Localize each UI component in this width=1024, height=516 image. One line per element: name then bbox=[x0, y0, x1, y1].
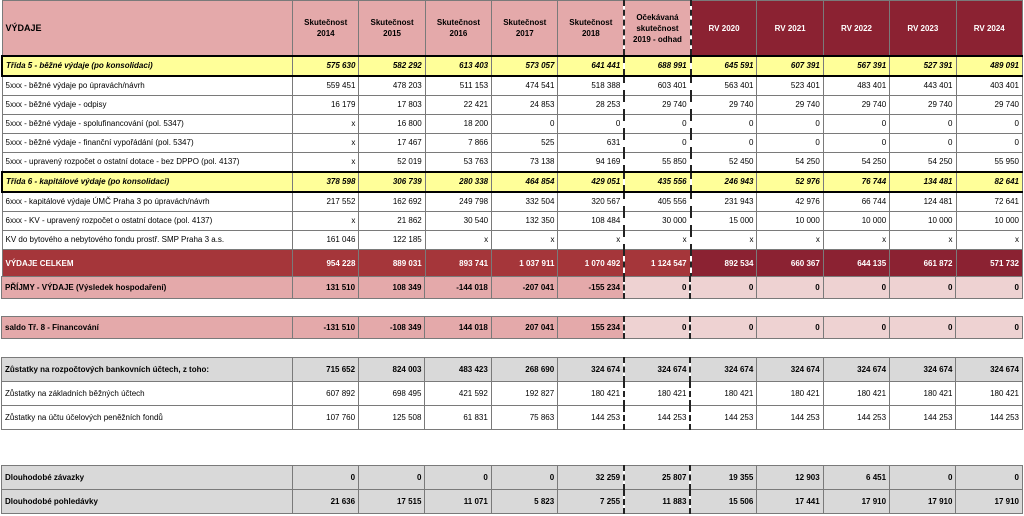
row-label: 5xxx - běžné výdaje - finanční vypořádání (pol. 5347) bbox=[2, 134, 293, 153]
table-cell: 573 057 bbox=[492, 56, 558, 76]
row-label: Třída 5 - běžné výdaje (po konsolidaci) bbox=[2, 56, 293, 76]
row-label: KV do bytového a nebytového fondu prostř. SMP Praha 3 a.s. bbox=[2, 231, 293, 250]
total-cell: 1 070 492 bbox=[558, 250, 624, 279]
table-cell: 52 976 bbox=[757, 172, 823, 192]
table-cell: 474 541 bbox=[492, 76, 558, 96]
table-cell: 429 051 bbox=[558, 172, 624, 192]
result-cell: 0 bbox=[956, 277, 1023, 299]
row-label: Dlouhodobé závazky bbox=[2, 466, 293, 490]
header-cell: Očekávaná skutečnost 2019 - odhad bbox=[624, 1, 690, 57]
row-label: Dlouhodobé pohledávky bbox=[2, 490, 293, 514]
saldo-cell: 0 bbox=[690, 317, 756, 339]
table-cell: 24 853 bbox=[492, 96, 558, 115]
table-cell: 73 138 bbox=[492, 153, 558, 173]
table-cell: 324 674 bbox=[624, 358, 690, 382]
table-cell: x bbox=[691, 231, 757, 250]
table-cell: 82 641 bbox=[956, 172, 1023, 192]
table-cell: 0 bbox=[890, 134, 956, 153]
table-cell: 0 bbox=[691, 115, 757, 134]
table-cell: 17 910 bbox=[956, 490, 1023, 514]
table-cell: 15 000 bbox=[691, 212, 757, 231]
result-cell: -207 041 bbox=[491, 277, 557, 299]
table-cell: 0 bbox=[558, 115, 624, 134]
table-cell: 30 540 bbox=[425, 212, 491, 231]
table-cell: 464 854 bbox=[492, 172, 558, 192]
table-cell: 17 467 bbox=[359, 134, 425, 153]
table-cell: 421 592 bbox=[425, 382, 491, 406]
table-cell: 518 388 bbox=[558, 76, 624, 96]
header-cell: Skutečnost 2014 bbox=[293, 1, 359, 57]
table-cell: 483 401 bbox=[823, 76, 889, 96]
table-cell: 324 674 bbox=[757, 358, 823, 382]
saldo-cell: 0 bbox=[956, 317, 1023, 339]
result-cell: 0 bbox=[624, 277, 690, 299]
table-cell: 180 421 bbox=[956, 382, 1023, 406]
table-cell: 324 674 bbox=[690, 358, 756, 382]
header-cell: RV 2024 bbox=[956, 1, 1023, 57]
table-row bbox=[2, 490, 1023, 514]
table-cell: 144 253 bbox=[690, 406, 756, 430]
table-cell: 715 652 bbox=[292, 358, 358, 382]
table-cell: 525 bbox=[492, 134, 558, 153]
table-cell: 645 591 bbox=[691, 56, 757, 76]
table-cell: 0 bbox=[823, 134, 889, 153]
table-cell: 378 598 bbox=[293, 172, 359, 192]
table-cell: 55 950 bbox=[956, 153, 1023, 173]
table-cell: 53 763 bbox=[425, 153, 491, 173]
table-cell: 332 504 bbox=[492, 192, 558, 212]
table-cell: 489 091 bbox=[956, 56, 1023, 76]
table-cell: 435 556 bbox=[624, 172, 690, 192]
table-cell: 698 495 bbox=[359, 382, 425, 406]
table-cell: 17 441 bbox=[757, 490, 823, 514]
table-cell: 607 391 bbox=[757, 56, 823, 76]
row-label: Třída 6 - kapitálové výdaje (po konsolidaci) bbox=[2, 172, 293, 192]
table-row bbox=[2, 172, 1023, 192]
table-cell: 246 943 bbox=[691, 172, 757, 192]
long-term-table bbox=[1, 465, 1023, 514]
table-cell: 180 421 bbox=[823, 382, 889, 406]
saldo-cell: 0 bbox=[823, 317, 889, 339]
table-cell: 320 567 bbox=[558, 192, 624, 212]
total-cell: 571 732 bbox=[956, 250, 1023, 279]
table-cell: 10 000 bbox=[823, 212, 889, 231]
table-cell: 28 253 bbox=[558, 96, 624, 115]
table-cell: 54 250 bbox=[757, 153, 823, 173]
total-cell: 892 534 bbox=[691, 250, 757, 279]
table-cell: 17 910 bbox=[823, 490, 889, 514]
saldo-cell: 0 bbox=[624, 317, 690, 339]
table-cell: 0 bbox=[292, 466, 358, 490]
total-cell: 644 135 bbox=[823, 250, 889, 279]
table-cell: 824 003 bbox=[359, 358, 425, 382]
result-table bbox=[1, 276, 1023, 299]
table-cell: 144 253 bbox=[624, 406, 690, 430]
result-cell: 0 bbox=[757, 277, 823, 299]
table-cell: 134 481 bbox=[890, 172, 956, 192]
saldo-label: saldo Tř. 8 - Financování bbox=[2, 317, 293, 339]
total-cell: 661 872 bbox=[890, 250, 956, 279]
table-cell: x bbox=[757, 231, 823, 250]
total-row bbox=[2, 250, 1023, 279]
table-cell: 0 bbox=[624, 115, 690, 134]
table-cell: 631 bbox=[558, 134, 624, 153]
table-cell: 6 451 bbox=[823, 466, 889, 490]
table-cell: 180 421 bbox=[690, 382, 756, 406]
table-row bbox=[2, 212, 1023, 231]
table-cell: 32 259 bbox=[558, 466, 624, 490]
header-cell: RV 2022 bbox=[823, 1, 889, 57]
table-cell: 18 200 bbox=[425, 115, 491, 134]
result-cell: 0 bbox=[890, 277, 956, 299]
table-cell: 0 bbox=[956, 466, 1023, 490]
table-cell: 132 350 bbox=[492, 212, 558, 231]
result-cell: -155 234 bbox=[558, 277, 624, 299]
saldo-block bbox=[1, 316, 1023, 339]
table-row bbox=[2, 153, 1023, 173]
header-cell: RV 2020 bbox=[691, 1, 757, 57]
balances-rows bbox=[2, 358, 1023, 430]
table-cell: 12 903 bbox=[757, 466, 823, 490]
table-cell: x bbox=[293, 153, 359, 173]
table-cell: 575 630 bbox=[293, 56, 359, 76]
table-cell: 478 203 bbox=[359, 76, 425, 96]
table-cell: 66 744 bbox=[823, 192, 889, 212]
table-cell: 180 421 bbox=[624, 382, 690, 406]
table-cell: x bbox=[823, 231, 889, 250]
saldo-cell: 0 bbox=[757, 317, 823, 339]
table-row bbox=[2, 134, 1023, 153]
table-cell: 7 866 bbox=[425, 134, 491, 153]
table-cell: x bbox=[890, 231, 956, 250]
table-cell: 523 401 bbox=[757, 76, 823, 96]
table-cell: 21 636 bbox=[292, 490, 358, 514]
table-cell: 180 421 bbox=[558, 382, 624, 406]
row-label: 5xxx - upravený rozpočet o ostatní dotace - bez DPPO (pol. 4137) bbox=[2, 153, 293, 173]
table-cell: 403 401 bbox=[956, 76, 1023, 96]
table-cell: 7 255 bbox=[558, 490, 624, 514]
table-cell: 25 807 bbox=[624, 466, 690, 490]
table-cell: 144 253 bbox=[956, 406, 1023, 430]
table-row bbox=[2, 382, 1023, 406]
total-cell: 954 228 bbox=[293, 250, 359, 279]
row-label: Zůstatky na rozpočtových bankovních účtech, z toho: bbox=[2, 358, 293, 382]
header-cell: Skutečnost 2015 bbox=[359, 1, 425, 57]
table-cell: x bbox=[492, 231, 558, 250]
row-label: 5xxx - běžné výdaje po úpravách/návrh bbox=[2, 76, 293, 96]
table-cell: 21 862 bbox=[359, 212, 425, 231]
table-cell: 94 169 bbox=[558, 153, 624, 173]
table-cell: 11 071 bbox=[425, 490, 491, 514]
table-cell: 0 bbox=[492, 115, 558, 134]
header-row bbox=[2, 1, 1023, 57]
table-cell: 324 674 bbox=[890, 358, 956, 382]
balances-block bbox=[1, 357, 1023, 430]
table-cell: 249 798 bbox=[425, 192, 491, 212]
saldo-cell: -131 510 bbox=[292, 317, 358, 339]
table-cell: 162 692 bbox=[359, 192, 425, 212]
header-cell: Skutečnost 2017 bbox=[492, 1, 558, 57]
table-cell: 0 bbox=[425, 466, 491, 490]
table-cell: 29 740 bbox=[757, 96, 823, 115]
expenditure-table-block bbox=[1, 0, 1023, 279]
total-label: VÝDAJE CELKEM bbox=[2, 250, 293, 279]
result-block bbox=[1, 276, 1023, 299]
table-cell: 61 831 bbox=[425, 406, 491, 430]
table-cell: 72 641 bbox=[956, 192, 1023, 212]
table-cell: 54 250 bbox=[890, 153, 956, 173]
saldo-cell: -108 349 bbox=[359, 317, 425, 339]
table-cell: 0 bbox=[757, 115, 823, 134]
table-cell: 306 739 bbox=[359, 172, 425, 192]
table-cell: 582 292 bbox=[359, 56, 425, 76]
table-cell: 29 740 bbox=[691, 96, 757, 115]
table-cell: 563 401 bbox=[691, 76, 757, 96]
table-row bbox=[2, 96, 1023, 115]
table-row bbox=[2, 115, 1023, 134]
table-cell: x bbox=[558, 231, 624, 250]
table-cell: 483 423 bbox=[425, 358, 491, 382]
table-cell: 144 253 bbox=[757, 406, 823, 430]
table-cell: 0 bbox=[956, 115, 1023, 134]
header-cell: Skutečnost 2016 bbox=[425, 1, 491, 57]
main-rows bbox=[2, 56, 1023, 250]
table-cell: 192 827 bbox=[491, 382, 557, 406]
table-cell: 567 391 bbox=[823, 56, 889, 76]
table-cell: 603 401 bbox=[624, 76, 690, 96]
result-cell: 108 349 bbox=[359, 277, 425, 299]
table-cell: 180 421 bbox=[890, 382, 956, 406]
table-cell: x bbox=[624, 231, 690, 250]
table-cell: 607 892 bbox=[292, 382, 358, 406]
table-cell: 324 674 bbox=[558, 358, 624, 382]
table-cell: 76 744 bbox=[823, 172, 889, 192]
table-cell: 15 506 bbox=[690, 490, 756, 514]
table-cell: 0 bbox=[691, 134, 757, 153]
table-cell: 19 355 bbox=[690, 466, 756, 490]
table-cell: 0 bbox=[956, 134, 1023, 153]
table-row bbox=[2, 192, 1023, 212]
table-cell: 52 019 bbox=[359, 153, 425, 173]
total-cell: 1 124 547 bbox=[624, 250, 690, 279]
table-cell: 10 000 bbox=[890, 212, 956, 231]
row-label: 5xxx - běžné výdaje - spolufinancování (pol. 5347) bbox=[2, 115, 293, 134]
table-cell: 17 515 bbox=[359, 490, 425, 514]
total-cell: 660 367 bbox=[757, 250, 823, 279]
table-cell: 30 000 bbox=[624, 212, 690, 231]
result-label: PŘÍJMY - VÝDAJE (Výsledek hospodaření) bbox=[2, 277, 293, 299]
table-row bbox=[2, 231, 1023, 250]
header-cell: VÝDAJE bbox=[2, 1, 293, 57]
table-cell: x bbox=[293, 115, 359, 134]
row-label: Zůstatky na základních běžných účtech bbox=[2, 382, 293, 406]
balances-table bbox=[1, 357, 1023, 430]
table-row bbox=[2, 76, 1023, 96]
table-cell: x bbox=[293, 134, 359, 153]
saldo-cell: 207 041 bbox=[491, 317, 557, 339]
table-cell: x bbox=[293, 212, 359, 231]
total-cell: 1 037 911 bbox=[492, 250, 558, 279]
table-cell: 511 153 bbox=[425, 76, 491, 96]
table-cell: 613 403 bbox=[425, 56, 491, 76]
table-cell: 16 179 bbox=[293, 96, 359, 115]
table-cell: 161 046 bbox=[293, 231, 359, 250]
table-cell: 124 481 bbox=[890, 192, 956, 212]
table-cell: 0 bbox=[823, 115, 889, 134]
table-cell: 54 250 bbox=[823, 153, 889, 173]
table-cell: 16 800 bbox=[359, 115, 425, 134]
result-cell: 0 bbox=[823, 277, 889, 299]
total-cell: 893 741 bbox=[425, 250, 491, 279]
saldo-cell: 0 bbox=[890, 317, 956, 339]
table-cell: 42 976 bbox=[757, 192, 823, 212]
table-cell: 108 484 bbox=[558, 212, 624, 231]
table-cell: 125 508 bbox=[359, 406, 425, 430]
result-cell: 0 bbox=[690, 277, 756, 299]
table-cell: 11 883 bbox=[624, 490, 690, 514]
header-cell: RV 2021 bbox=[757, 1, 823, 57]
table-cell: 52 450 bbox=[691, 153, 757, 173]
header-cell: Skutečnost 2018 bbox=[558, 1, 624, 57]
table-cell: 107 760 bbox=[292, 406, 358, 430]
long-term-block bbox=[1, 465, 1023, 514]
table-cell: 217 552 bbox=[293, 192, 359, 212]
long-term-rows bbox=[2, 466, 1023, 514]
table-cell: 559 451 bbox=[293, 76, 359, 96]
table-cell: 280 338 bbox=[425, 172, 491, 192]
saldo-cell: 144 018 bbox=[425, 317, 491, 339]
table-cell: 144 253 bbox=[890, 406, 956, 430]
row-label: 5xxx - běžné výdaje - odpisy bbox=[2, 96, 293, 115]
table-cell: 5 823 bbox=[491, 490, 557, 514]
table-cell: 10 000 bbox=[956, 212, 1023, 231]
table-cell: 405 556 bbox=[624, 192, 690, 212]
table-cell: 55 850 bbox=[624, 153, 690, 173]
saldo-row bbox=[2, 317, 1023, 339]
row-label: Zůstatky na účtu účelových peněžních fondů bbox=[2, 406, 293, 430]
table-cell: x bbox=[425, 231, 491, 250]
table-cell: 144 253 bbox=[558, 406, 624, 430]
result-cell: -144 018 bbox=[425, 277, 491, 299]
table-cell: 268 690 bbox=[491, 358, 557, 382]
table-cell: 0 bbox=[890, 466, 956, 490]
table-cell: 17 803 bbox=[359, 96, 425, 115]
result-row bbox=[2, 277, 1023, 299]
table-cell: 527 391 bbox=[890, 56, 956, 76]
table-row bbox=[2, 358, 1023, 382]
table-cell: 0 bbox=[890, 115, 956, 134]
table-cell: 29 740 bbox=[890, 96, 956, 115]
expenditure-table bbox=[1, 0, 1023, 279]
table-cell: 0 bbox=[491, 466, 557, 490]
table-cell: 641 441 bbox=[558, 56, 624, 76]
total-cell: 889 031 bbox=[359, 250, 425, 279]
row-label: 6xxx - kapitálové výdaje ÚMČ Praha 3 po úpravách/návrh bbox=[2, 192, 293, 212]
saldo-cell: 155 234 bbox=[558, 317, 624, 339]
table-cell: 180 421 bbox=[757, 382, 823, 406]
table-cell: 324 674 bbox=[956, 358, 1023, 382]
table-cell: 22 421 bbox=[425, 96, 491, 115]
table-cell: 75 863 bbox=[491, 406, 557, 430]
table-cell: 122 185 bbox=[359, 231, 425, 250]
result-cell: 131 510 bbox=[292, 277, 358, 299]
table-cell: 443 401 bbox=[890, 76, 956, 96]
table-row bbox=[2, 406, 1023, 430]
table-row bbox=[2, 466, 1023, 490]
saldo-table bbox=[1, 316, 1023, 339]
table-cell: 688 991 bbox=[624, 56, 690, 76]
header-cell: RV 2023 bbox=[890, 1, 956, 57]
table-cell: 29 740 bbox=[956, 96, 1023, 115]
table-row bbox=[2, 56, 1023, 76]
table-cell: 0 bbox=[359, 466, 425, 490]
table-cell: 29 740 bbox=[624, 96, 690, 115]
table-cell: 0 bbox=[624, 134, 690, 153]
table-cell: 231 943 bbox=[691, 192, 757, 212]
table-cell: 0 bbox=[757, 134, 823, 153]
table-cell: 10 000 bbox=[757, 212, 823, 231]
table-cell: 324 674 bbox=[823, 358, 889, 382]
table-cell: 29 740 bbox=[823, 96, 889, 115]
row-label: 6xxx - KV - upravený rozpočet o ostatní dotace (pol. 4137) bbox=[2, 212, 293, 231]
table-cell: x bbox=[956, 231, 1023, 250]
table-cell: 144 253 bbox=[823, 406, 889, 430]
table-cell: 17 910 bbox=[890, 490, 956, 514]
